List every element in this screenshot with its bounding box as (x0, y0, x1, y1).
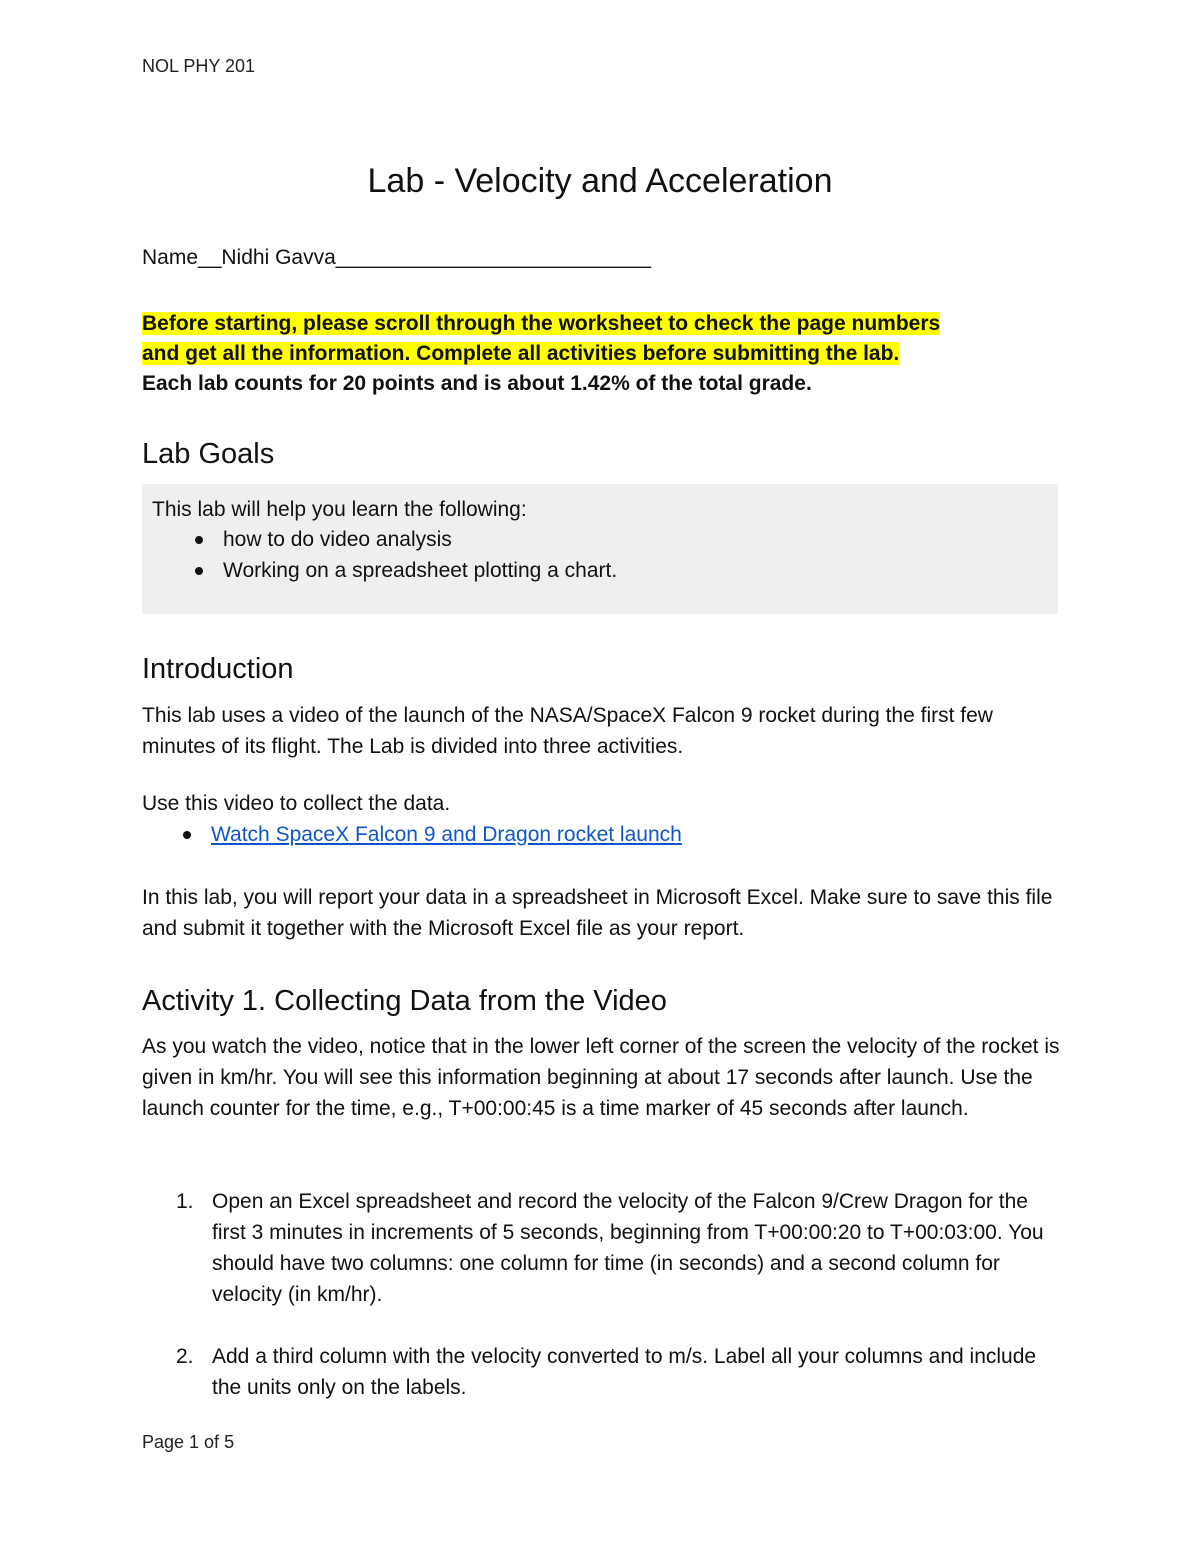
lab-goals-heading: Lab Goals (142, 438, 275, 470)
activity1-steps (142, 1186, 1062, 1403)
list-item (142, 1341, 1062, 1403)
notice-line-2: and get all the information. Complete all activities before submitting the lab. (142, 342, 900, 365)
bullet-icon (195, 567, 203, 575)
report-instructions: In this lab, you will report your data in a spreadsheet in Microsoft Excel. Make sure to save this file and submit it together with the Microsoft Excel file as your report. (142, 886, 1053, 940)
step-number: 2. (176, 1345, 194, 1368)
document-title: Lab - Velocity and Acceleration (367, 162, 833, 200)
notice-line-3: Each lab counts for 20 points and is about 1.42% of the total grade. (142, 372, 812, 395)
page-header: NOL PHY 201 (142, 56, 256, 76)
video-link[interactable]: Watch SpaceX Falcon 9 and Dragon rocket launch (211, 823, 682, 846)
step-number: 1. (176, 1190, 194, 1213)
introduction-heading: Introduction (142, 653, 294, 685)
lab-goals-box (142, 484, 1058, 614)
introduction-paragraph: This lab uses a video of the launch of the NASA/SpaceX Falcon 9 rocket during the first few minutes of its flight. The Lab is divided into three activities. (142, 704, 993, 758)
video-link-list (211, 819, 682, 850)
step-text: Open an Excel spreadsheet and record the velocity of the Falcon 9/Crew Dragon for the first 3 minutes in increments of 5 seconds, beginning from T+00:00:20 to T+00:03:00. You should have two columns: one column for time (in seconds) and a second column for velocity (in km/hr). (212, 1190, 1044, 1306)
step-text: Add a third column with the velocity converted to m/s. Label all your columns and include the units only on the labels. (212, 1345, 1037, 1399)
page-number: Page 1 of 5 (142, 1432, 235, 1452)
bullet-icon (195, 536, 203, 544)
bullet-icon (183, 831, 191, 839)
activity1-heading: Activity 1. Collecting Data from the Video (142, 985, 667, 1017)
video-instruction: Use this video to collect the data. (142, 792, 451, 815)
list-item (142, 1186, 1062, 1310)
list-item (211, 819, 682, 850)
name-underline: ___________________________ (335, 246, 652, 269)
lab-goals-list (223, 524, 617, 586)
lab-goals-intro: This lab will help you learn the following: (152, 498, 527, 521)
list-item: Working on a spreadsheet plotting a chart. (223, 555, 617, 586)
list-item: how to do video analysis (223, 524, 617, 555)
activity1-paragraph: As you watch the video, notice that in the lower left corner of the screen the velocity of the rocket is given in km/hr. You will see this information beginning at about 17 seconds after launch. Use the launch counter for the time, e.g., T+00:00:45 is a time marker of 45 seconds after launch. (142, 1035, 1060, 1120)
name-label: Name__Nidhi Gavva (142, 246, 336, 269)
name-field (142, 246, 651, 270)
notice-block (142, 309, 1102, 399)
notice-line-1: Before starting, please scroll through the worksheet to check the page numbers (142, 312, 941, 335)
